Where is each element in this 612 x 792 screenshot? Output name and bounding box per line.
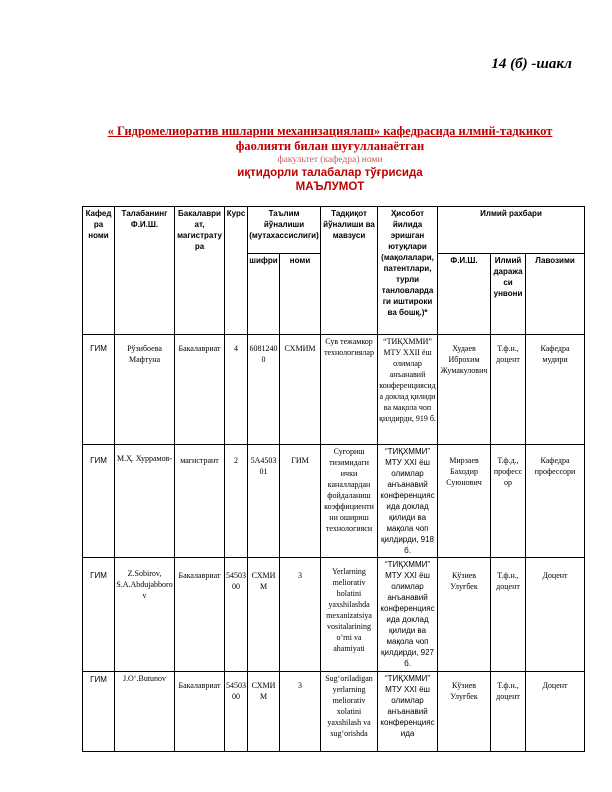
cell-sup-degree: Т.ф.н., доцент: [491, 335, 526, 445]
cell-spec-name: СХМИМ: [248, 558, 280, 672]
table-row: [83, 335, 585, 445]
cell-dept: ГИМ: [83, 672, 115, 752]
cell-topic: Сув тежамкор технологиялар: [321, 335, 378, 445]
header-course: Курс: [225, 207, 248, 335]
cell-sup-name: Кўзиев Улуғбек: [438, 672, 491, 752]
cell-topic: 3: [280, 672, 321, 752]
cell-sup-position: Доцент: [526, 558, 585, 672]
cell-student: Z.Sobirov, S.A.Abdujabborov: [115, 558, 175, 672]
cell-code: 5450300: [225, 672, 248, 752]
header-report: Ҳисобот йилида эришган ютуқлари (мақолалари, патентлари, турли танловларда ги иштироки ва бошқ.)*: [378, 207, 438, 335]
cell-code: 5450300: [225, 558, 248, 672]
header-sup-position: Лавозими: [526, 254, 585, 335]
cell-dept: ГИМ: [83, 558, 115, 672]
table-row: [83, 672, 585, 752]
table-row: [83, 445, 585, 558]
header-code: шифри: [248, 254, 280, 335]
cell-report-2: “ТИҚХММИ” МТУ ХХI ёш олимлар анъанавий конференциясида доклад қилиди ва мақола чоп қилдирди, 927 б.: [378, 558, 438, 672]
cell-sup-position: Доцент: [526, 672, 585, 752]
table-header-row: [83, 207, 585, 254]
cell-sup-degree: Т.ф.н., доцент: [491, 672, 526, 752]
cell-course: 4: [225, 335, 248, 445]
cell-sup-position: Кафедра мудири: [526, 335, 585, 445]
cell-report: Sug‘oriladigan yerlarning meliorativ xolatini yaxshilash va sug‘orishda: [321, 672, 378, 752]
cell-sup-name: Кўзиев Улуғбек: [438, 558, 491, 672]
document-heading: [60, 124, 600, 194]
cell-spec-name: СХМИМ: [248, 672, 280, 752]
cell-degree: Бакалавриат: [175, 335, 225, 445]
cell-report: Yerlarning meliorativ holatini yaxshilashda mexanizatsiya vositalarining o’rni va ahamiyati: [321, 558, 378, 672]
header-sup-degree: Илмий даражаси унвони: [491, 254, 526, 335]
header-degree: Бакалавриат, магистратура: [175, 207, 225, 335]
header-specialty: Таълим йўналиши (мутахассислиги): [248, 207, 321, 254]
cell-dept: ГИМ: [83, 445, 115, 558]
cell-code: 60812400: [248, 335, 280, 445]
cell-sup-name: Худаев Иброхим Жумакулович: [438, 335, 491, 445]
cell-dept: ГИМ: [83, 335, 115, 445]
cell-report-2: “ТИҚХММИ” МТУ ХХI ёш олимлар анъанавий конференциясида: [378, 672, 438, 752]
cell-spec-name: ГИМ: [280, 445, 321, 558]
header-supervisor: Илмий рахбари: [438, 207, 585, 254]
header-student: Талабанинг Ф.И.Ш.: [115, 207, 175, 335]
heading-line-5: МАЪЛУМОТ: [295, 181, 365, 193]
header-sup-name: Ф.И.Ш.: [438, 254, 491, 335]
cell-report: “ТИҚХММИ” МТУ ХХII ёш олимлар анъанавий конференциясида доклад қилиди ва мақола чоп қилдирди, 919 б.: [378, 335, 438, 445]
header-dept: Кафедра номи: [83, 207, 115, 335]
header-topic: Тадқиқот йўналиши ва мавзуси: [321, 207, 378, 335]
students-table: [82, 206, 585, 752]
heading-line-2: фаолияти билан шуғулланаётган: [235, 139, 425, 153]
cell-sup-name: Мирзаев Баходир Суюнович: [438, 445, 491, 558]
cell-degree: Бакалавриат: [175, 558, 225, 672]
cell-degree: магистрант: [175, 445, 225, 558]
header-spec-name: номи: [280, 254, 321, 335]
cell-course: 2: [225, 445, 248, 558]
cell-report: “ТИҚХММИ” МТУ ХХI ёш олимлар анъанавий конференциясида доклад қилиди ва мақола чоп қилдирди, 918 б.: [378, 445, 438, 558]
heading-line-1: « Гидромелиоратив ишларни механизациялаш» кафедрасида илмий-тадкикот: [107, 124, 553, 138]
cell-sup-degree: Т.ф.н., доцент: [491, 558, 526, 672]
form-number: 14 (б) -шакл: [491, 56, 572, 72]
cell-topic: Суғориш тизимидаги ички каналлардан фойдаланиш коэффициентини ошириш технологияси: [321, 445, 378, 558]
heading-line-3: факультет (кафедра) номи: [277, 155, 383, 165]
table-row: [83, 558, 585, 672]
cell-student: J.O‘.Butunov: [115, 672, 175, 752]
heading-line-4: иқтидорли талабалар тўғрисида: [237, 167, 423, 179]
cell-code: 5А450301: [248, 445, 280, 558]
cell-student: М.Ҳ. Хуррамов-: [115, 445, 175, 558]
cell-sup-position: Кафедра профессори: [526, 445, 585, 558]
cell-sup-degree: Т.ф.д., профессор: [491, 445, 526, 558]
cell-topic: 3: [280, 558, 321, 672]
cell-spec-name: СХМИМ: [280, 335, 321, 445]
cell-student: Рўзибоева Мафтуна: [115, 335, 175, 445]
cell-degree: Бакалавриат: [175, 672, 225, 752]
